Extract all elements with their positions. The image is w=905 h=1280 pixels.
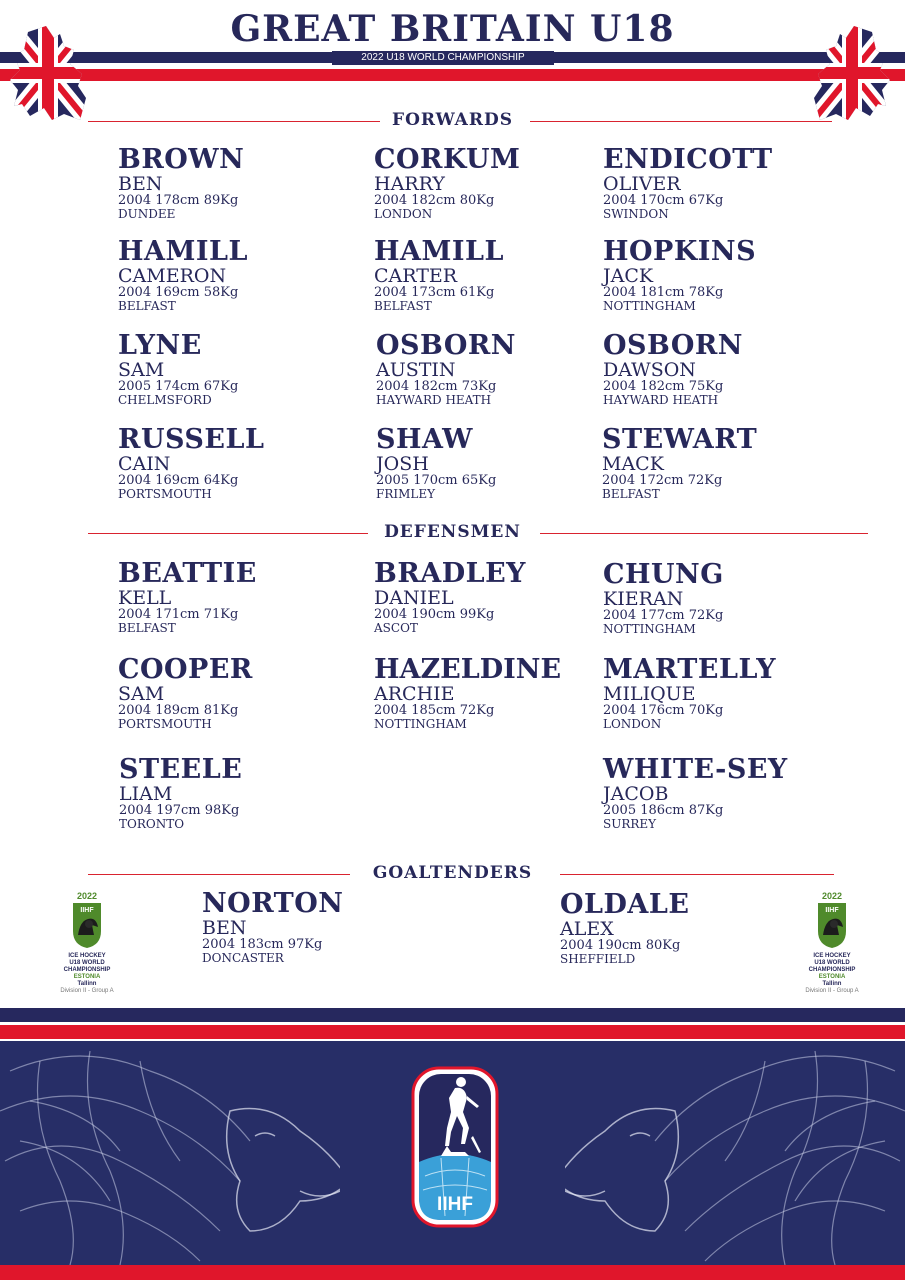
player-card: [119, 756, 359, 831]
player-last-name: OLDALE: [560, 889, 690, 920]
event-logo-country: ESTONIA: [818, 974, 846, 980]
page-title: GREAT BRITAIN U18: [230, 8, 675, 50]
player-first-name: AUSTIN: [376, 359, 456, 381]
section-defensemen: [0, 522, 905, 544]
player-hometown: FRIMLEY: [376, 487, 436, 501]
event-logo: [52, 891, 122, 994]
player-hometown: SWINDON: [603, 207, 669, 221]
player-last-name: NORTON: [202, 888, 344, 919]
player-first-name: CAIN: [118, 453, 171, 475]
player-card: [560, 891, 800, 966]
iihf-shield-icon: [815, 901, 849, 949]
player-last-name: LYNE: [118, 330, 202, 361]
section-forwards: [0, 110, 905, 132]
player-first-name: JACOB: [603, 783, 669, 805]
player-stats: 2004 182cm 80Kg: [374, 193, 495, 208]
player-first-name: CARTER: [374, 265, 458, 287]
player-card: [118, 146, 358, 221]
player-last-name: HAMILL: [118, 236, 248, 267]
event-logo-line3: CHAMPIONSHIP: [808, 967, 856, 973]
section-goaltenders-label: GOALTENDERS: [363, 863, 542, 883]
player-hometown: CHELMSFORD: [118, 393, 212, 407]
player-stats: 2004 182cm 75Kg: [603, 379, 724, 394]
player-hometown: BELFAST: [118, 299, 176, 313]
player-last-name: OSBORN: [603, 330, 743, 361]
player-stats: 2004 190cm 80Kg: [560, 938, 681, 953]
player-first-name: MACK: [602, 453, 664, 475]
player-stats: 2004 170cm 67Kg: [603, 193, 724, 208]
header-red-band: [0, 69, 905, 81]
player-first-name: ALEX: [560, 918, 614, 940]
page-subtitle: 2022 U18 WORLD CHAMPIONSHIP: [332, 51, 554, 65]
event-logo-line2: U18 WORLD: [69, 960, 105, 966]
player-stats: 2004 197cm 98Kg: [119, 803, 240, 818]
player-hometown: BELFAST: [374, 299, 432, 313]
player-stats: 2005 170cm 65Kg: [376, 473, 497, 488]
player-last-name: CHUNG: [603, 559, 724, 590]
lion-head-icon: [0, 1041, 340, 1265]
player-card: [374, 146, 614, 221]
player-card: [603, 756, 843, 831]
union-jack-lion-icon: [8, 24, 88, 122]
player-stats: 2004 178cm 89Kg: [118, 193, 239, 208]
footer-navy-strip: [0, 1008, 905, 1022]
player-hometown: NOTTINGHAM: [603, 299, 696, 313]
player-last-name: WHITE-SEY: [603, 754, 788, 785]
player-card: [603, 656, 843, 731]
player-hometown: NOTTINGHAM: [374, 717, 467, 731]
player-last-name: HOPKINS: [603, 236, 757, 267]
player-stats: 2004 172cm 72Kg: [602, 473, 723, 488]
union-jack-lion-icon: [812, 24, 892, 122]
player-card: [118, 332, 358, 407]
player-last-name: CORKUM: [374, 144, 521, 175]
player-stats: 2005 186cm 87Kg: [603, 803, 724, 818]
player-card: [374, 560, 614, 635]
player-first-name: MILIQUE: [603, 683, 696, 705]
player-card: [603, 146, 843, 221]
player-last-name: HAZELDINE: [374, 654, 562, 685]
player-hometown: LONDON: [374, 207, 433, 221]
svg-text:IIHF: IIHF: [80, 907, 94, 914]
player-stats: 2004 169cm 58Kg: [118, 285, 239, 300]
player-last-name: OSBORN: [376, 330, 516, 361]
player-stats: 2004 183cm 97Kg: [202, 937, 323, 952]
event-logo-city: Tallinn: [77, 981, 97, 987]
player-stats: 2004 181cm 78Kg: [603, 285, 724, 300]
player-last-name: ENDICOTT: [603, 144, 773, 175]
player-card: [118, 656, 358, 731]
player-card: [118, 560, 358, 635]
player-hometown: BELFAST: [602, 487, 660, 501]
player-first-name: HARRY: [374, 173, 445, 195]
iihf-logo: [411, 1066, 499, 1228]
player-first-name: BEN: [118, 173, 163, 195]
event-logo-division: Division II - Group A: [60, 988, 114, 994]
player-last-name: BRADLEY: [374, 558, 526, 589]
player-stats: 2004 182cm 73Kg: [376, 379, 497, 394]
player-hometown: PORTSMOUTH: [118, 487, 212, 501]
player-last-name: STEWART: [602, 424, 758, 455]
player-last-name: HAMILL: [374, 236, 504, 267]
player-card: [118, 426, 358, 501]
player-hometown: DUNDEE: [118, 207, 176, 221]
iihf-shield-icon: [70, 901, 104, 949]
section-forwards-label: FORWARDS: [382, 110, 523, 130]
player-stats: 2004 177cm 72Kg: [603, 608, 724, 623]
event-logo-division: Division II - Group A: [805, 988, 859, 994]
player-card: [202, 890, 442, 965]
player-hometown: TORONTO: [119, 817, 185, 831]
player-first-name: BEN: [202, 917, 247, 939]
player-first-name: JOSH: [376, 453, 429, 475]
player-first-name: KELL: [118, 587, 172, 609]
player-last-name: BEATTIE: [118, 558, 257, 589]
player-first-name: LIAM: [119, 783, 173, 805]
player-card: [603, 238, 843, 313]
player-first-name: DANIEL: [374, 587, 454, 609]
footer-red-strip: [0, 1025, 905, 1039]
player-last-name: MARTELLY: [603, 654, 776, 685]
event-logo-year: 2022: [76, 891, 98, 901]
player-hometown: HAYWARD HEATH: [376, 393, 492, 407]
player-first-name: DAWSON: [603, 359, 696, 381]
player-hometown: NOTTINGHAM: [603, 622, 696, 636]
player-last-name: RUSSELL: [118, 424, 265, 455]
player-stats: 2004 173cm 61Kg: [374, 285, 495, 300]
player-card: [603, 332, 843, 407]
player-stats: 2005 174cm 67Kg: [118, 379, 239, 394]
event-logo-line2: U18 WORLD: [814, 960, 850, 966]
player-stats: 2004 176cm 70Kg: [603, 703, 724, 718]
player-card: [376, 426, 616, 501]
player-card: [118, 238, 358, 313]
event-logo-year: 2022: [821, 891, 843, 901]
lion-head-icon: [565, 1041, 905, 1265]
player-last-name: BROWN: [118, 144, 245, 175]
player-hometown: BELFAST: [118, 621, 176, 635]
player-first-name: JACK: [603, 265, 654, 287]
player-hometown: SHEFFIELD: [560, 952, 636, 966]
player-hometown: DONCASTER: [202, 951, 284, 965]
player-first-name: ARCHIE: [374, 683, 455, 705]
event-logo-city: Tallinn: [822, 981, 842, 987]
event-logo-line1: ICE HOCKEY: [68, 953, 106, 959]
player-card: [602, 426, 842, 501]
player-stats: 2004 190cm 99Kg: [374, 607, 495, 622]
player-stats: 2004 189cm 81Kg: [118, 703, 239, 718]
player-hometown: PORTSMOUTH: [118, 717, 212, 731]
event-logo-line3: CHAMPIONSHIP: [63, 967, 111, 973]
player-first-name: SAM: [118, 359, 165, 381]
player-last-name: COOPER: [118, 654, 253, 685]
event-logo-line1: ICE HOCKEY: [813, 953, 851, 959]
player-hometown: LONDON: [603, 717, 662, 731]
event-logo: [797, 891, 867, 994]
player-first-name: CAMERON: [118, 265, 227, 287]
section-goaltenders: [0, 863, 905, 885]
event-logo-country: ESTONIA: [73, 974, 101, 980]
player-hometown: SURREY: [603, 817, 657, 831]
player-card: [374, 238, 614, 313]
footer-red-foot: [0, 1265, 905, 1280]
player-first-name: SAM: [118, 683, 165, 705]
player-hometown: HAYWARD HEATH: [603, 393, 719, 407]
player-card: [603, 561, 843, 636]
player-stats: 2004 171cm 71Kg: [118, 607, 239, 622]
player-hometown: ASCOT: [374, 621, 418, 635]
player-stats: 2004 169cm 64Kg: [118, 473, 239, 488]
player-stats: 2004 185cm 72Kg: [374, 703, 495, 718]
player-last-name: STEELE: [119, 754, 243, 785]
section-defensemen-label: DEFENSMEN: [374, 522, 531, 542]
player-first-name: KIERAN: [603, 588, 684, 610]
player-last-name: SHAW: [376, 424, 473, 455]
player-first-name: OLIVER: [603, 173, 681, 195]
player-card: [374, 656, 594, 731]
player-card: [376, 332, 616, 407]
iihf-logo-text: IIHF: [437, 1194, 473, 1215]
svg-text:IIHF: IIHF: [825, 907, 839, 914]
